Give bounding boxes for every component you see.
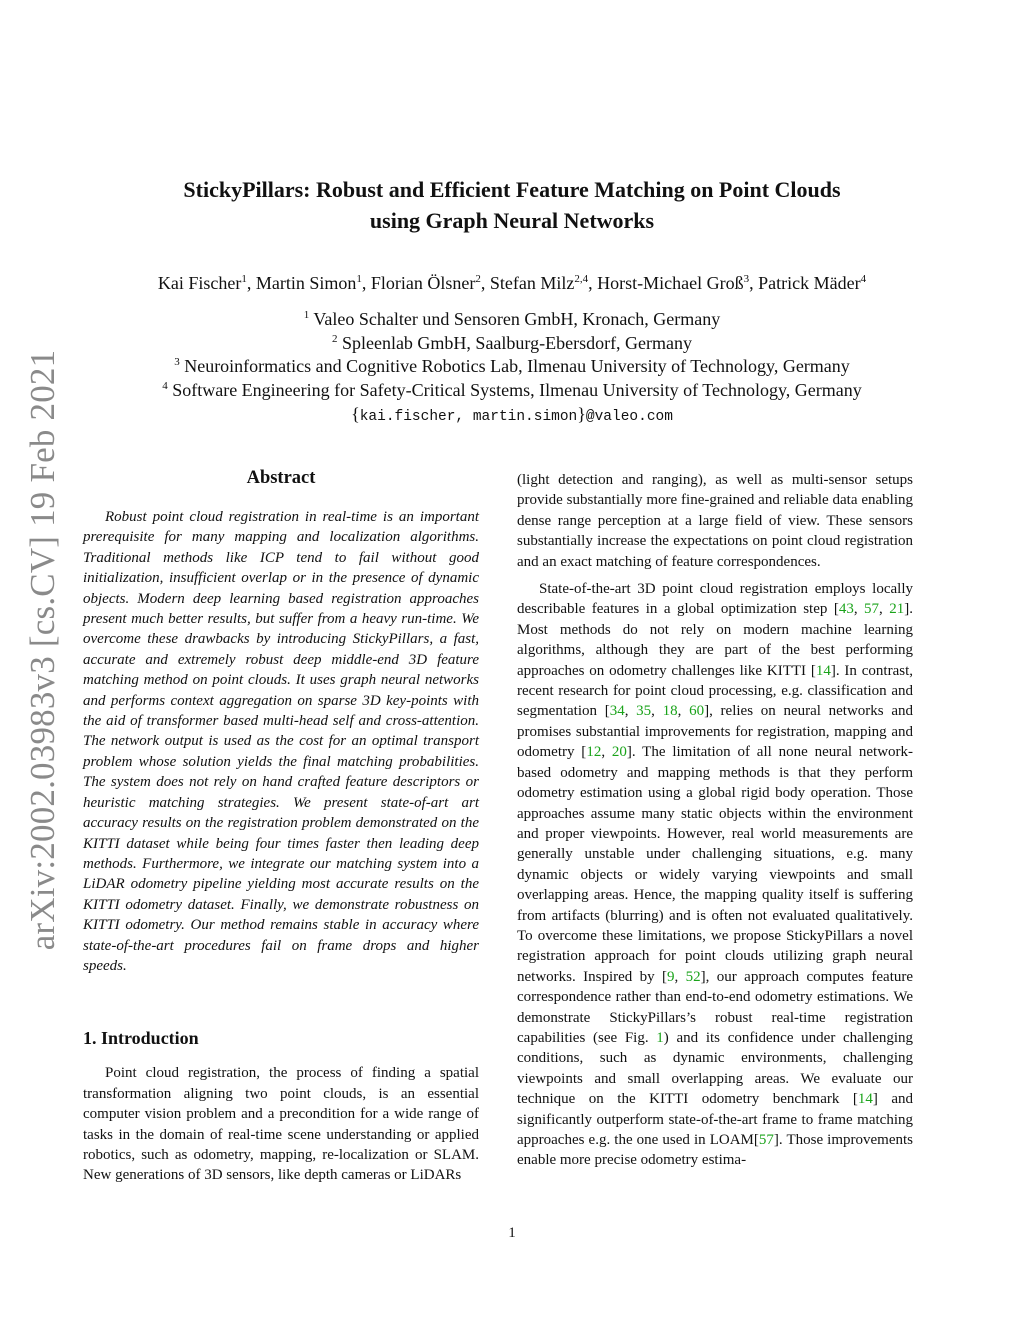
citation-link[interactable]: 52: [685, 968, 701, 985]
author-name: Martin Simon: [255, 273, 357, 293]
citation-link[interactable]: 12: [586, 744, 602, 761]
right-column: [517, 470, 913, 1171]
author-affiliation-mark: 3: [743, 273, 750, 285]
affiliation-line: [70, 379, 954, 403]
introduction-heading: 1. Introduction: [83, 1028, 199, 1049]
citation-link[interactable]: 57: [864, 601, 880, 618]
intro-paragraph-1-continued: (light detection and ranging), as well as multi-sensor setups provide substantially more fine-grained and reliable data enabling dense range perception at a large field of view. These sensors substantially increase the expectations on point cloud registration and an exact matching of feature correspondences.: [517, 472, 913, 570]
affiliation-number: 2: [331, 332, 338, 345]
abstract-text: Robust point cloud registration in real-time is an important prerequisite for many mapping and localization algorithms. Traditional methods like ICP tend to fail without good initialization, insufficient overlap or in the presence of dynamic objects. Modern deep learning based registration approaches present much better results, but suffer from a heavy run-time. We overcome these drawbacks by introducing StickyPillars, a fast, accurate and extremely robust deep middle-end 3D feature matching method on point clouds. It uses graph neural networks and performs context aggregation on sparse 3D key-points with the aid of transformer based multi-head self and cross-attention. The network output is used as the cost for an optimal transport problem whose solution yields the final matching probabilities. The system does not rely on hand crafted feature descriptors or heuristic matching strategies. We present state-of-art art accuracy results on the registration problem demonstrated on the KITTI dataset while being four times faster then leading deep methods. Furthermore, we integrate our matching system into a LiDAR odometry pipeline yielding most accurate results on the KITTI odometry dataset. Finally, we demonstrate robustness on KITTI odometry. Our method remains stable in accuracy where state-of-the-art procedures fail on frame drops and higher speeds.: [83, 509, 479, 974]
author-name: Stefan Milz: [489, 273, 575, 293]
affiliation-text: Valeo Schalter und Sensoren GmbH, Kronach, Germany: [309, 309, 721, 329]
affiliation-text: Neuroinformatics and Cognitive Robotics Lab, Ilmenau University of Technology, Germany: [179, 356, 850, 376]
arxiv-stamp: [18, 349, 68, 951]
citation-link[interactable]: 14: [815, 662, 831, 679]
intro-paragraph-2: State-of-the-art 3D point cloud registration employs locally describable features in a global optimization step [43, 57, 21]. Most methods do not rely on modern machine learning algorithms, although they are part of the best performing approaches on odometry challenges like KITTI [14]. In contrast, recent research for point cloud processing, e.g. classification and segmentation [34, 35, 18, 60], relies on neural networks and promises substantial improvements for registration, mapping and odometry [12, 20]. The limitation of all none neural network-based odometry and mapping methods is that they perform odometry estimation using a global rigid body operation. Those approaches assume many static objects within the environment and proper viewpoints. However, real world measurements are generally unstable under challenging situations, e.g. many dynamic objects or widely varying viewpoints and small overlapping areas. Hence, the mapping quality itself is suffering from artifacts (blurring) and is often not evaluated qualitatively. To overcome these limitations, we propose StickyPillars a novel registration approach for point clouds utilizing graph neural networks. Inspired by [9, 52], our approach computes feature correspondence rather than end-to-end odometry estimations. We demonstrate StickyPillars’s robust real-time registration capabilities (see Fig. 1) and its confidence under challenging conditions, such as dynamic environments, challenging viewpoints and small overlapping areas. We evaluate our technique on the KITTI odometry benchmark [14] and significantly outperform state-of-the-art frame to frame matching approaches e.g. the one used in LOAM[57]. Those improvements enable more precise odometry estima-: [517, 581, 914, 1169]
email-brace-open: {: [351, 404, 360, 424]
title-line-2: using Graph Neural Networks: [369, 208, 655, 233]
citation-link[interactable]: 9: [667, 968, 675, 985]
left-column: [83, 468, 479, 1186]
citation-link[interactable]: 21: [889, 601, 905, 618]
citation-link[interactable]: 1: [656, 1029, 664, 1046]
citation-link[interactable]: 34: [609, 703, 625, 720]
email-names: kai.fischer, martin.simon: [359, 409, 578, 425]
citation-link[interactable]: 43: [838, 601, 854, 618]
affiliation-line: [70, 355, 954, 379]
citation-link[interactable]: 14: [857, 1091, 873, 1108]
arxiv-identifier: arXiv:2002.03983v3 [cs.CV] 19 Feb 2021: [23, 349, 62, 951]
email-brace-close: }: [577, 404, 586, 424]
abstract-heading: Abstract: [246, 468, 316, 488]
affiliation-number: 4: [162, 379, 168, 392]
affiliation-line: [70, 308, 954, 332]
citation-link[interactable]: 60: [689, 703, 705, 720]
author-name: Horst-Michael Groß: [597, 273, 744, 293]
email-domain: @valeo.com: [585, 409, 673, 425]
affiliation-text: Software Engineering for Safety-Critical Systems, Ilmenau University of Technology, Germany: [167, 379, 862, 400]
affiliation-list: [70, 308, 954, 402]
author-affiliation-mark: 4: [860, 273, 867, 285]
affiliation-number: 3: [174, 356, 180, 368]
citation-link[interactable]: 18: [662, 703, 678, 720]
author-affiliation-mark: 1: [241, 273, 247, 285]
contact-email: [70, 404, 954, 425]
affiliation-number: 1: [303, 309, 310, 321]
author-list: Kai Fischer$^1$, Martin Simon$^1$, Florian Ölsner$^2$, Stefan Milz$^{2,4}$, Horst-Michael Groß$^3$, Patrick Mäder$^4$: [157, 273, 867, 293]
citation-link[interactable]: 35: [636, 703, 652, 720]
author-name: Patrick Mäder: [758, 273, 861, 293]
paper-title: [100, 174, 924, 236]
author-name: Kai Fischer: [157, 273, 242, 293]
author-affiliation-mark: 1: [356, 273, 362, 285]
page-number: 1: [508, 1225, 516, 1241]
affiliation-text: Spleenlab GmbH, Saalburg-Ebersdorf, Germany: [337, 332, 693, 353]
author-affiliation-mark: 2,4: [574, 273, 589, 285]
title-line-1: StickyPillars: Robust and Efficient Feature Matching on Point Clouds: [183, 177, 841, 202]
author-affiliation-mark: 2: [475, 273, 481, 285]
intro-paragraph-1: Point cloud registration, the process of finding a spatial transformation aligning two point clouds, is an essential computer vision problem and a precondition for a wide range of tasks in the domain of real-time scene understanding or applied robotics, such as odometry, mapping, re-localization or SLAM. New generations of 3D sensors, like depth cameras or LiDARs: [83, 1065, 479, 1184]
citation-link[interactable]: 20: [611, 744, 627, 761]
citation-link[interactable]: 57: [758, 1132, 774, 1148]
affiliation-line: [70, 332, 954, 356]
author-name: Florian Ölsner: [370, 273, 476, 293]
